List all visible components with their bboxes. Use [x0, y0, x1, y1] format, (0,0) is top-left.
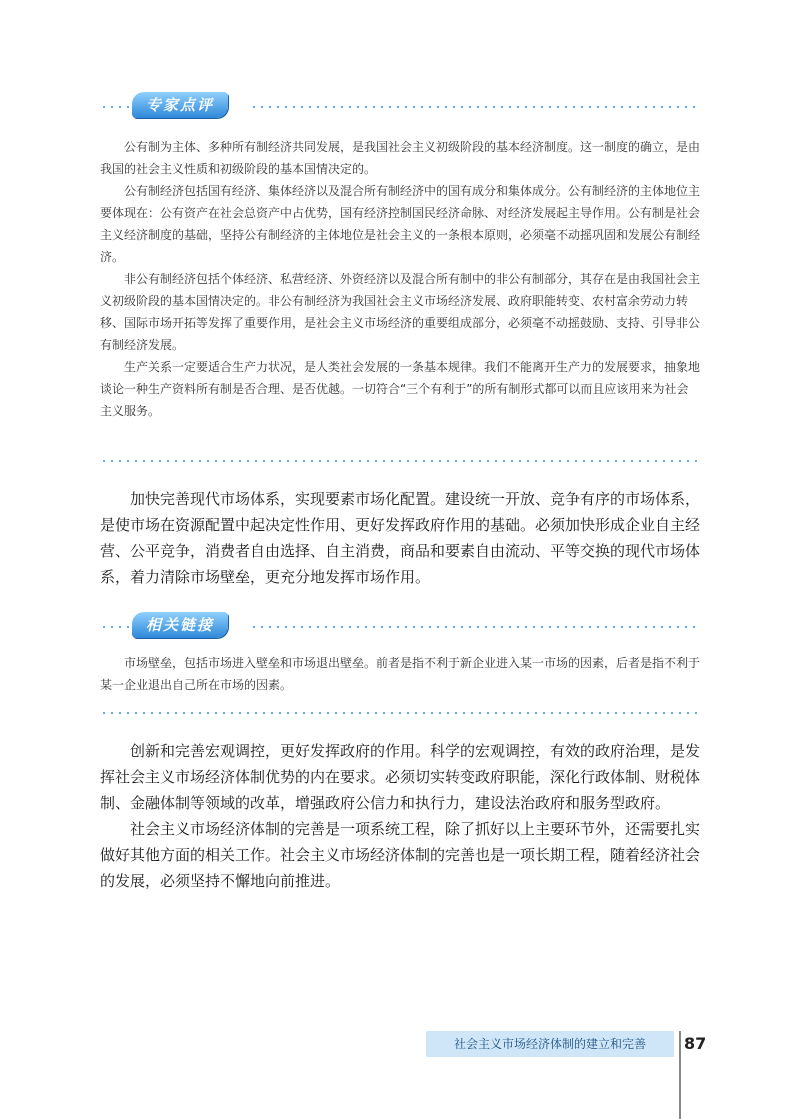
link-box-text — [100, 652, 700, 696]
expert-box-text — [100, 136, 700, 422]
expert-box-title: 专家点评 — [132, 92, 228, 118]
expert-paragraph: 公有制经济包括国有经济、集体经济以及混合所有制经济中的国有成分和集体成分。公有制经济的主体地位主要体现在：公有资产在社会总资产中占优势，国有经济控制国民经济命脉、对经济发展起主导作用。公有制是社会主义经济制度的基础，坚持公有制经济的主体地位是社会主义的一条根本原则，必须毫不动摇巩固和发展公有制经济。 — [100, 184, 701, 264]
main-paragraphs-2-3 — [100, 738, 704, 894]
expert-paragraph: 公有制为主体、多种所有制经济共同发展，是我国社会主义初级阶段的基本经济制度。这一制度的确立，是由我国的社会主义性质和初级阶段的基本国情决定的。 — [100, 140, 701, 176]
link-box-title: 相关链接 — [132, 612, 228, 638]
main-paragraph-1 — [100, 486, 704, 590]
dotted-divider-left — [100, 106, 130, 108]
dotted-divider-left — [100, 626, 130, 628]
expert-paragraph: 非公有制经济包括个体经济、私营经济、外资经济以及混合所有制中的非公有制部分，其存在是由我国社会主义初级阶段的基本国情决定的。非公有制经济为我国社会主义市场经济发展、政府职能转变、农村富余劳动力转移、国际市场开拓等发挥了重要作用，是社会主义市场经济的重要组成部分，必须毫不动摇鼓励、支持、引导非公有制经济发展。 — [100, 272, 701, 352]
expert-box-header — [100, 92, 700, 122]
link-box-bottom-divider — [100, 712, 700, 714]
expert-paragraph: 生产关系一定要适合生产力状况，是人类社会发展的一条基本规律。我们不能离开生产力的发展要求，抽象地谈论一种生产资料所有制是否合理、是否优越。一切符合“三个有利于”的所有制形式都可以而且应该用来为社会主义服务。 — [100, 360, 701, 418]
link-box-header — [100, 612, 700, 642]
main-text-macro-control: 创新和完善宏观调控，更好发挥政府的作用。科学的宏观调控，有效的政府治理，是发挥社会主义市场经济体制优势的内在要求。必须切实转变政府职能，深化行政体制、财税体制、金融体制等领域的改革，增强政府公信力和执行力，建设法治政府和服务型政府。 — [100, 742, 701, 812]
main-text-system-improvement: 社会主义市场经济体制的完善是一项系统工程，除了抓好以上主要环节外，还需要扎实做好其他方面的相关工作。社会主义市场经济体制的完善也是一项长期工程，随着经济社会的发展，必须坚持不懈地向前推进。 — [100, 820, 701, 890]
chapter-title-band: 社会主义市场经济体制的建立和完善 — [426, 1031, 674, 1057]
dotted-divider-right — [250, 106, 700, 108]
footer-divider — [679, 1031, 681, 1119]
link-paragraph: 市场壁垒，包括市场进入壁垒和市场退出壁垒。前者是指不利于新企业进入某一市场的因素，后者是指不利于某一企业退出自己所在市场的因素。 — [100, 656, 701, 692]
page-number: 87 — [684, 1034, 707, 1053]
main-text-market-system: 加快完善现代市场体系，实现要素市场化配置。建设统一开放、竞争有序的市场体系，是使市场在资源配置中起决定性作用、更好发挥政府作用的基础。必须加快形成企业自主经营、公平竞争，消费者自由选择、自主消费，商品和要素自由流动、平等交换的现代市场体系，着力清除市场壁垒，更充分地发挥市场作用。 — [100, 490, 701, 586]
dotted-divider-right — [250, 626, 700, 628]
expert-box-bottom-divider — [100, 460, 700, 462]
